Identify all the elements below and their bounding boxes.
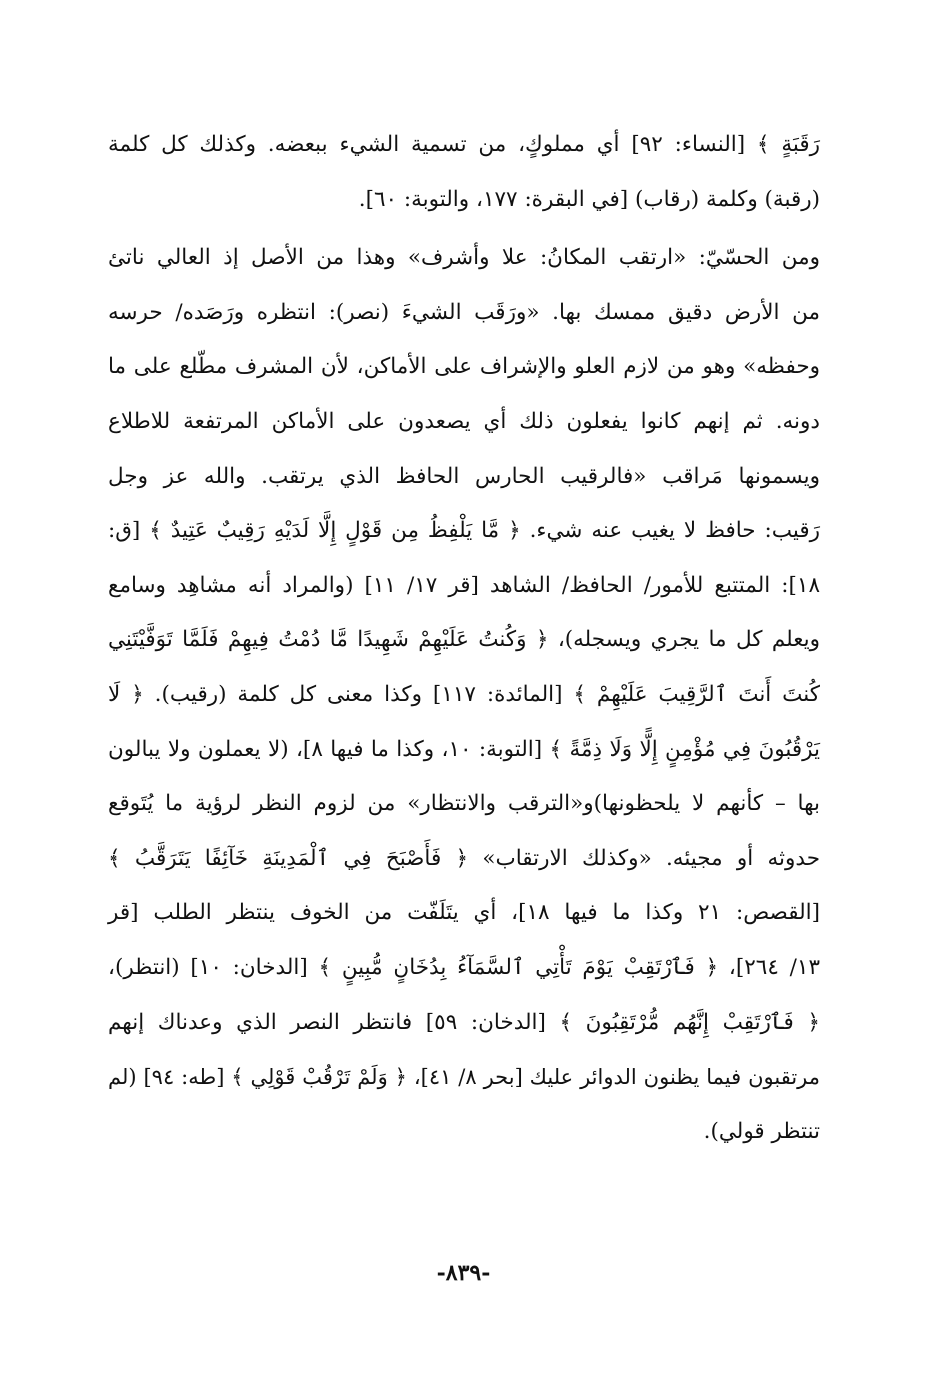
text-line: كُنتَ أَنتَ ٱلرَّقِيبَ عَلَيْهِمْ ﴾ [المائدة: ١١٧] وكذا معنى كل كلمة (رقيب). ﴿ لَا [108, 681, 820, 707]
text-line: [القصص: ٢١ وكذا ما فيها ١٨]، أي يتَلَفّت من الخوف ينتظر الطلب [قر [108, 900, 820, 926]
text-line: حدوثه أو مجيئه. «وكذلك الارتقاب» ﴿ فَأَصْبَحَ فِي ٱلْمَدِينَةِ خَآئِفًا يَتَرَقَّبُ ﴾ [108, 845, 820, 871]
text-line: رَقَبَةٍ ﴾ [النساء: ٩٢] أي مملوكٍ، من تسمية الشيء ببعضه. وكذلك كل كلمة [108, 132, 820, 157]
text-line: تنتظر قولي). [703, 1118, 820, 1144]
text-line: مرتقبون فيما يظنون الدوائر عليك [بحر ٨/ ٤١]، ﴿ وَلَمْ تَرْقُبْ قَوْلِي ﴾ [طه: ٩٤] (لم [108, 1065, 820, 1090]
text-line: يَرْقُبُونَ فِي مُؤْمِنٍ إِلًّا وَلَا ذِمَّةً ﴾ [التوبة: ١٠، وكذا ما فيها ٨]، (لا يعملون ولا يبالون [108, 736, 820, 762]
text-line: ١٨]: المتتبع للأمور/ الحافظ/ الشاهد [قر ١٧/ ١١] (والمراد أنه مشاهِد وسامع [108, 572, 821, 598]
text-line: بها – كأنهم لا يلحظونها)و«الترقب والانتظار» من لزوم النظر لرؤية ما يُتَوقع [108, 791, 820, 817]
text-line: ﴿ فَٱرْتَقِبْ إِنَّهُم مُّرْتَقِبُونَ ﴾ [الدخان: ٥٩] فانتظر النصر الذي وعدناك إنهم [108, 1009, 820, 1035]
text-line: ويسمونها مَراقب «فالرقيب الحارس الحافظ الذي يرتقب. والله عز وجل [108, 463, 820, 489]
text-line: ويعلم كل ما يجري ويسجله)، ﴿ وَكُنتُ عَلَيْهِمْ شَهِيدًا مَّا دُمْتُ فِيهِمْ فَلَمَّا تَوَفَّيْتَنِي [108, 627, 820, 653]
text-line: وحفظه» وهو من لازم العلو والإشراف على الأماكن، لأن المشرف مطّلع على ما [108, 354, 820, 380]
text-line: دونه. ثم إنهم كانوا يفعلون ذلك أي يصعدون على الأماكن المرتفعة للاطلاع [108, 408, 820, 434]
text-line: ١٣/ ٢٦٤]، ﴿ فَٱرْتَقِبْ يَوْمَ تَأْتِي ٱلسَّمَآءُ بِدُخَانٍ مُّبِينٍ ﴾ [الدخان: ١٠] (انتظر)، [108, 954, 820, 980]
text-line: ومن الحسّيّ: «ارتقب المكانُ: علا وأشرف» وهذا من الأصل إذ العالي ناتئ [108, 245, 820, 271]
text-line: من الأرض دقيق ممسك بها. «ورَقَب الشيءَ (نصر): انتظره ورَصَده/ حرسه [108, 299, 820, 325]
text-line: (رقبة) وكلمة (رقاب) [في البقرة: ١٧٧، والتوبة: ٦٠]. [358, 186, 820, 212]
body-text [108, 118, 820, 1159]
text-line: رَقيب: حافظ لا يغيب عنه شيء. ﴿ مَّا يَلْفِظُ مِن قَوْلٍ إِلَّا لَدَيْهِ رَقِيبٌ عَتِيدٌ ﴾ [ق: [108, 518, 820, 544]
page-number: -٨٣٩- [436, 1260, 491, 1286]
